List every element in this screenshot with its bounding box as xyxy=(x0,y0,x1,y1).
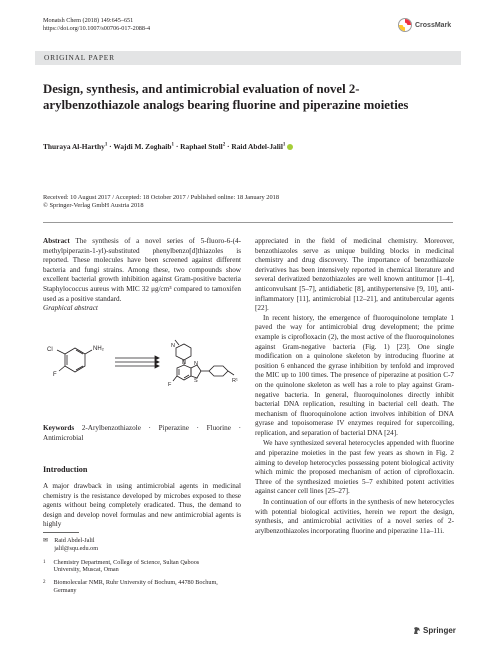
body-paragraph: appreciated in the field of medicinal chemistry. Moreover, benzothiazoles serve as unique building blocks in medicinal chemistry and drug discovery. The importance of benzothiazole derivatives has been intensively reported in chemical literature and several derivatized benzothiazoles are well known antitumor [1–4], anticonvulsant [5–7], antidiabetic [8], antihypertensive [9, 10], anti-inflammatory [11], antimicrobial [12–21], and antitubercular agents [22]. xyxy=(255,237,454,313)
introduction-heading: Introduction xyxy=(43,465,88,474)
copyright-line: © Springer-Verlag GmbH Austria 2018 xyxy=(43,202,144,210)
reactant-cl-label: Cl xyxy=(47,347,53,353)
graphical-abstract-scheme xyxy=(43,336,243,398)
product-s-label: S xyxy=(194,378,198,384)
product-n-label: N xyxy=(171,343,175,349)
keywords-paragraph xyxy=(43,424,241,443)
keywords-block xyxy=(43,424,241,443)
product-r-label: R¹ xyxy=(232,378,238,384)
affiliation-text: Chemistry Department, College of Science, Sultan Qaboos University, Muscat, Oman xyxy=(53,558,200,574)
author-name[interactable]: Raid Abdel-Jalil xyxy=(231,142,283,151)
footnote-divider xyxy=(43,532,79,533)
author-name[interactable]: Wajdi M. Zoghaib xyxy=(113,142,172,151)
affiliation-number: 1 xyxy=(43,559,46,565)
publication-dates xyxy=(43,194,463,211)
correspondence-email[interactable]: jalil@squ.edu.om xyxy=(54,544,99,552)
section-bar xyxy=(35,51,461,65)
doi-link[interactable]: https://doi.org/10.1007/s00706-017-2088-4 xyxy=(43,25,151,32)
mail-icon: ✉ xyxy=(43,537,49,544)
abstract-paragraph xyxy=(43,237,241,304)
author-list xyxy=(43,142,463,151)
correspondence-name: Raid Abdel-Jalil xyxy=(54,537,95,544)
reactant-structure xyxy=(57,348,92,372)
crossmark-label: CrossMark xyxy=(415,21,452,29)
abstract-block xyxy=(43,237,241,314)
author-affiliation: 2 xyxy=(222,142,226,148)
body-paragraph: We have synthesized several heterocycles appended with fluorine and piperazine moieties in the past few years as shown in Fig. 2 aiming to develop heterocycles possessing potent biological activity which mimic the proposed mechanism of action of ciprofloxacin. Three of the synthesized moieties 5–7 exhibited potent activities against cancer cell lines [25–27]. xyxy=(255,439,454,496)
product-n-label: N xyxy=(182,360,186,366)
author-separator: · xyxy=(175,142,179,151)
author-name[interactable]: Thuraya Al-Harthy xyxy=(43,142,105,151)
graphical-abstract-label: Graphical abstract xyxy=(43,304,98,313)
dates-line: Received: 10 August 2017 / Accepted: 18 October 2017 / Published online: 18 January 2018 xyxy=(43,194,280,201)
reactant-nh2-label: NH₂ xyxy=(93,346,104,352)
body-paragraph: In recent history, the emergence of fluoroquinolone template 1 paved the way for antimicrobial drug development; the prime example is ciprofloxacin (2), the most active of the fluoroquinolones against Gram-negative bacteria (Fig. 1) [23]. One single modification on a quinolone skeleton by introducing fluorine at position 6 enhanced the gyrase inhibition by tenfold and improved the MIC up to 100 times. The presence of piperazine at position C-7 on the quinolone skeleton as well has a role to play against Gram-negative bacteria. In general, fluoroquinolones directly inhibit bacterial DNA replication, resulting in bacterial cell death. The mechanism of fluoroquinolone action involves inhibition of DNA gyrase and topoisomerase IV enzymes required for supercoiling, replication, and separation of bacterial DNA [24]. xyxy=(255,313,454,437)
body-right-column xyxy=(255,237,454,536)
author-separator: · xyxy=(109,142,112,151)
author-affiliation: 1 xyxy=(282,142,286,148)
introduction-paragraph: A major drawback in using antimicrobial agents in medicinal chemistry is the resistance developed by microbes exposed to these agents without being completely eradicated. Thus, the demand to design and develop novel formulas and new antimicrobial agents is highly xyxy=(43,482,241,529)
journal-citation: Monatsh Chem (2018) 149:645–651 xyxy=(43,17,134,24)
crossmark-badge[interactable] xyxy=(398,18,451,32)
springer-horse-icon xyxy=(413,626,421,635)
keywords-label: Keywords xyxy=(43,424,75,432)
body-paragraph: In continuation of our efforts in the synthesis of new heterocycles with potential biological activities, herein we report the design, synthesis, and antimicrobial activities of a novel series of 2-arylbenzothiazoles incorporating fluorine and piperazine 11a–11i. xyxy=(255,498,454,535)
publisher-logo xyxy=(413,626,456,635)
header-divider xyxy=(43,222,453,223)
product-n-label: N xyxy=(194,361,198,367)
reaction-arrows xyxy=(115,356,159,368)
journal-header xyxy=(43,17,150,33)
author-affiliation: 1 xyxy=(171,142,174,148)
article-title: Design, synthesis, and antimicrobial evaluation of novel 2-arylbenzothiazole analogs bearing fluorine and piperazine moieties xyxy=(43,82,409,112)
affiliation-item xyxy=(43,559,241,575)
author-name[interactable]: Raphael Stoll xyxy=(180,142,223,151)
abstract-label: Abstract xyxy=(43,237,70,245)
section-label: ORIGINAL PAPER xyxy=(44,53,115,62)
orcid-icon[interactable] xyxy=(287,144,293,150)
keywords-text: 2-Arylbenzothiazole · Piperazine · Fluorine · Antimicrobial xyxy=(43,424,241,442)
publisher-label: Springer xyxy=(423,626,456,635)
crossmark-icon xyxy=(398,18,412,32)
author-separator: · xyxy=(227,142,230,151)
affiliation-item xyxy=(43,579,241,595)
correspondence-block xyxy=(43,537,241,595)
author-affiliation: 1 xyxy=(104,142,108,148)
reactant-f-label: F xyxy=(53,372,57,378)
product-f-label: F xyxy=(168,382,172,388)
affiliation-text: Biomolecular NMR, Ruhr University of Bochum, 44780 Bochum, Germany xyxy=(53,579,218,594)
abstract-text: The synthesis of a novel series of 5-fluoro-6-(4-methylpiperazin-1-yl)-substituted phenylbenzo[d]thiazoles is reported. These molecules have been screened against different bacteria and fungi strains. Among these, two compounds show excellent bacterial growth inhibition against Gram-positive bacteria Staphylococcus aureus with MIC 32 μg/cm³ compared to tamoxifen used as a positive standard. xyxy=(43,237,241,303)
affiliation-number: 2 xyxy=(43,580,46,586)
